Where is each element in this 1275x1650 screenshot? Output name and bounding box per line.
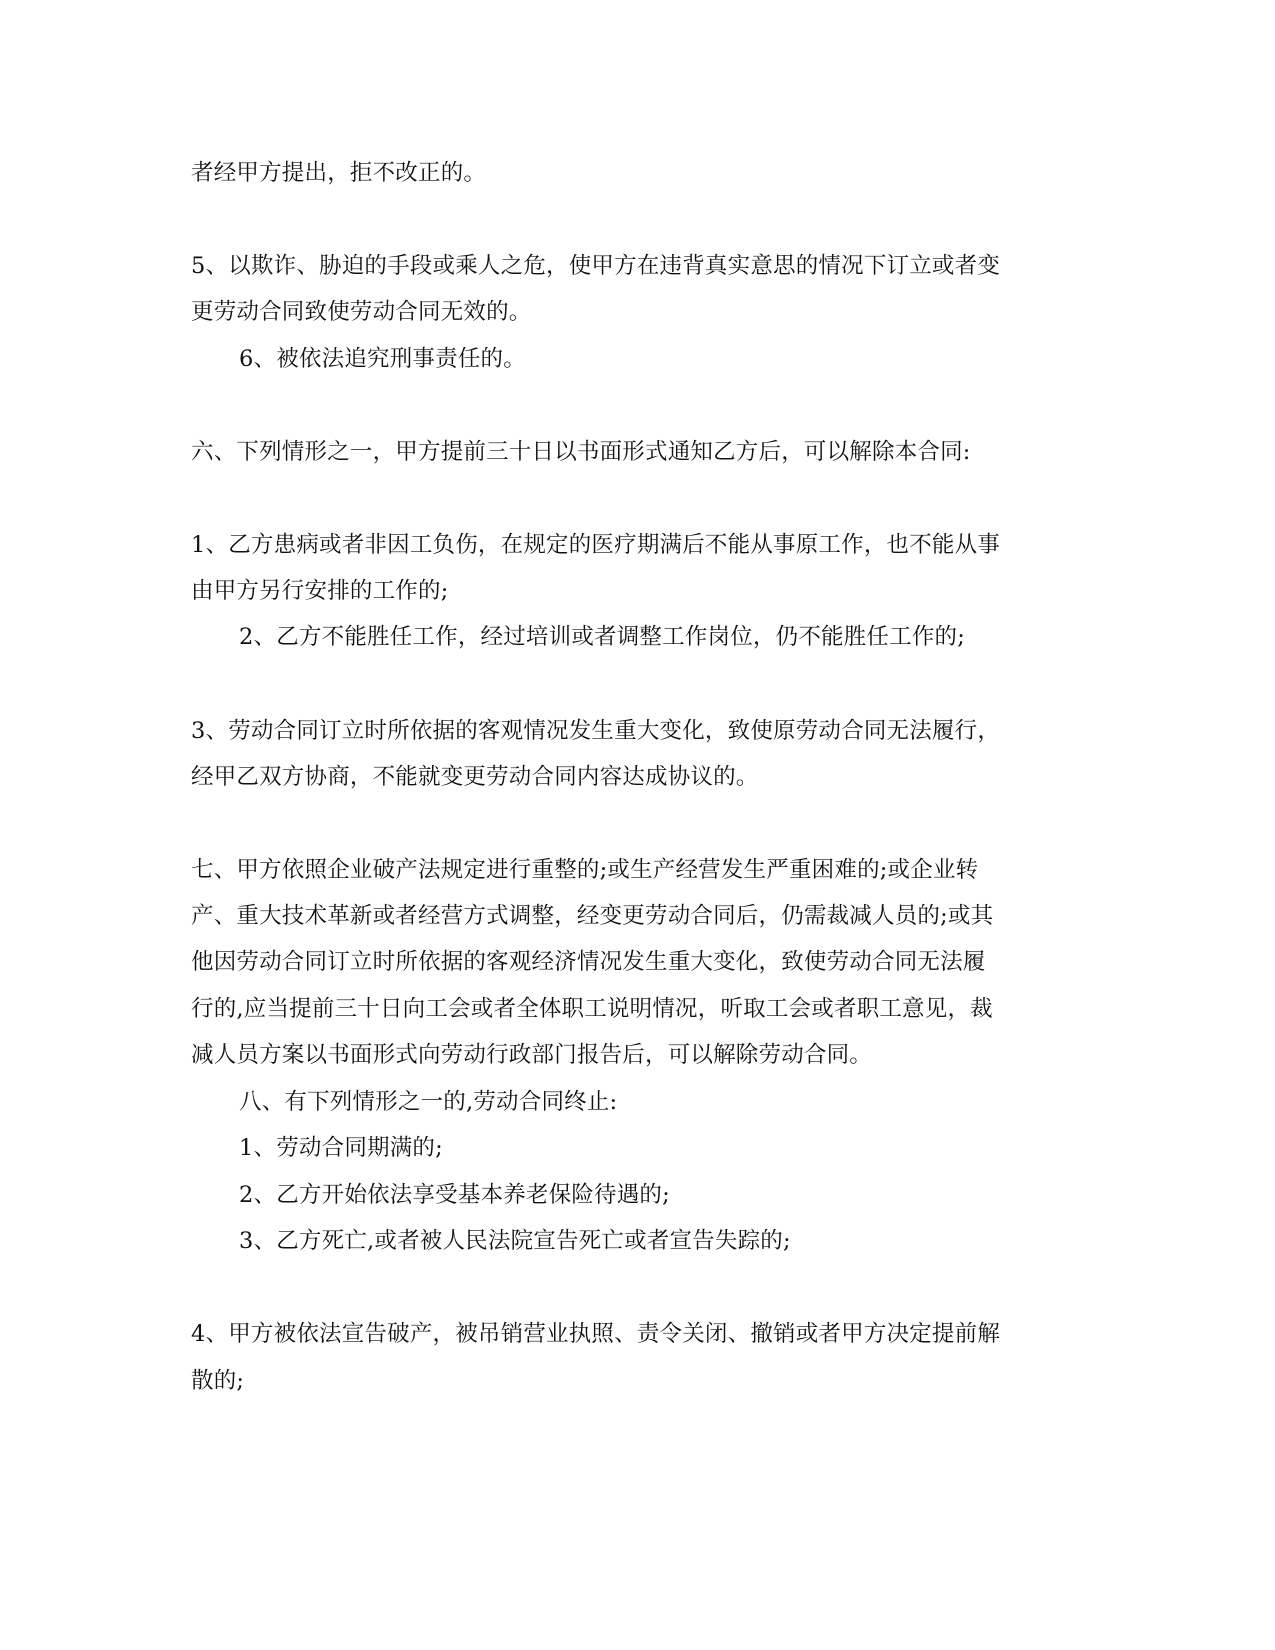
text-line: 七、甲方依照企业破产法规定进行重整的;或生产经营发生严重困难的;或企业转 (191, 857, 979, 883)
text-line: 3、劳动合同订立时所依据的客观情况发生重大变化，致使原劳动合同无法履行， (191, 718, 1001, 744)
text-line: 者经甲方提出，拒不改正的。 (191, 160, 487, 186)
text-line: 5、以欺诈、胁迫的手段或乘人之危，使甲方在违背真实意思的情况下订立或者变 (191, 253, 1001, 279)
text-line: 6、被依法追究刑事责任的。 (239, 346, 526, 372)
text-line: 经甲乙双方协商，不能就变更劳动合同内容达成协议的。 (191, 764, 759, 790)
text-line: 六、下列情形之一，甲方提前三十日以书面形式通知乙方后，可以解除本合同: (191, 439, 971, 465)
text-line: 2、乙方开始依法享受基本养老保险待遇的; (239, 1182, 670, 1208)
text-line: 减人员方案以书面形式向劳动行政部门报告后，可以解除劳动合同。 (191, 1042, 873, 1068)
text-line: 2、乙方不能胜任工作，经过培训或者调整工作岗位，仍不能胜任工作的; (239, 624, 965, 650)
text-line: 更劳动合同致使劳动合同无效的。 (191, 299, 532, 325)
text-line: 散的; (191, 1368, 245, 1394)
text-line: 1、劳动合同期满的; (239, 1135, 443, 1161)
text-line: 4、甲方被依法宣告破产，被吊销营业执照、责令关闭、撤销或者甲方决定提前解 (191, 1321, 1001, 1347)
text-line: 他因劳动合同订立时所依据的客观经济情况发生重大变化，致使劳动合同无法履 (191, 949, 986, 975)
text-line: 由甲方另行安排的工作的; (191, 578, 449, 604)
text-line: 1、乙方患病或者非因工负伤，在规定的医疗期满后不能从事原工作，也不能从事 (191, 532, 1001, 558)
text-line: 八、有下列情形之一的,劳动合同终止: (239, 1089, 618, 1115)
text-line: 产、重大技术革新或者经营方式调整，经变更劳动合同后，仍需裁减人员的;或其 (191, 903, 994, 929)
text-line: 行的,应当提前三十日向工会或者全体职工说明情况，听取工会或者职工意见，裁 (191, 996, 993, 1022)
text-line: 3、乙方死亡,或者被人民法院宣告死亡或者宣告失踪的; (239, 1228, 791, 1254)
